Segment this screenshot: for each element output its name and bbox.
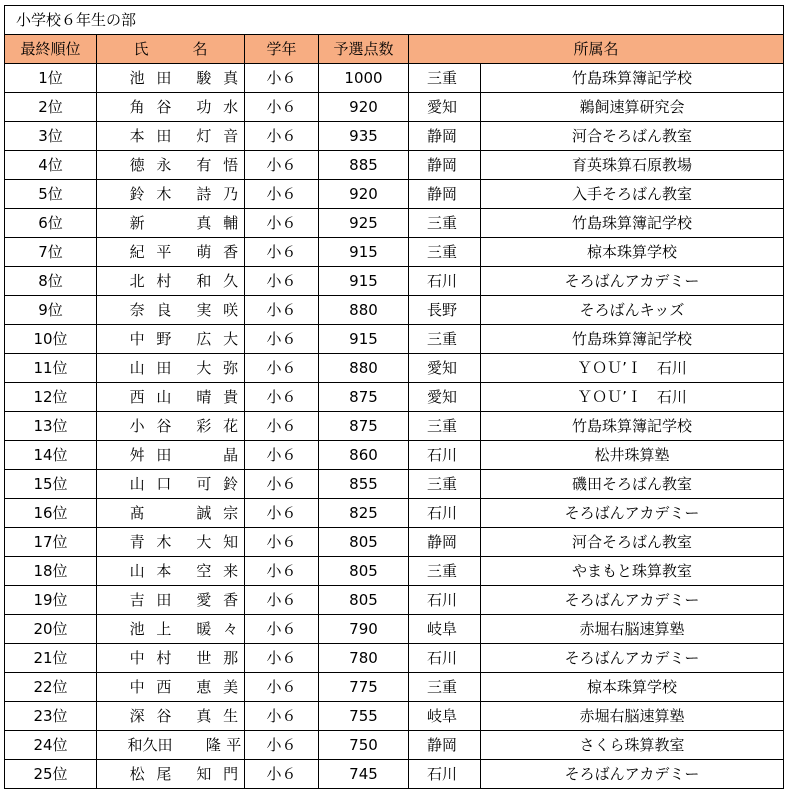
name-char: 世 (196, 649, 212, 667)
name-cell (97, 238, 245, 267)
rank-cell: 9位 (5, 296, 97, 325)
header-grade: 学年 (245, 35, 319, 64)
name-char: 々 (223, 620, 239, 638)
table-row (5, 296, 784, 325)
score-cell: 875 (319, 383, 409, 412)
score-cell: 780 (319, 644, 409, 673)
table-row (5, 412, 784, 441)
score-cell: 920 (319, 180, 409, 209)
table-row (5, 673, 784, 702)
name-char: 晶 (223, 446, 239, 464)
prefecture-cell: 岐阜 (409, 702, 481, 731)
rank-cell: 10位 (5, 325, 97, 354)
name-char: 山 (156, 388, 172, 406)
table-body (5, 64, 784, 789)
organization-cell: 育英珠算石原教場 (481, 151, 784, 180)
prefecture-cell: 三重 (409, 557, 481, 586)
score-cell: 855 (319, 470, 409, 499)
name-char: 平 (226, 736, 242, 754)
grade-cell: 小６ (245, 412, 319, 441)
name-char: 知 (196, 765, 212, 783)
name-char: 小 (129, 417, 145, 435)
organization-cell: 松井珠算塾 (481, 441, 784, 470)
prefecture-cell: 静岡 (409, 151, 481, 180)
name-char: 本 (129, 127, 145, 145)
rank-cell: 20位 (5, 615, 97, 644)
organization-cell: そろばんアカデミー (481, 586, 784, 615)
prefecture-cell: 長野 (409, 296, 481, 325)
table-row (5, 64, 784, 93)
name-char: 中 (129, 678, 145, 696)
grade-cell: 小６ (245, 122, 319, 151)
prefecture-cell: 三重 (409, 470, 481, 499)
rank-cell: 2位 (5, 93, 97, 122)
organization-cell: 河合そろばん教室 (481, 122, 784, 151)
name-cell (97, 644, 245, 673)
name-char: 田 (156, 359, 172, 377)
table-row (5, 267, 784, 296)
rank-cell: 3位 (5, 122, 97, 151)
name-char: 本 (156, 562, 172, 580)
name-char: 谷 (156, 417, 172, 435)
organization-cell: 椋本珠算学校 (481, 673, 784, 702)
table-row (5, 702, 784, 731)
table-row (5, 180, 784, 209)
organization-cell: 椋本珠算学校 (481, 238, 784, 267)
grade-cell: 小６ (245, 64, 319, 93)
name-char: 香 (223, 591, 239, 609)
grade-cell: 小６ (245, 528, 319, 557)
grade-cell: 小６ (245, 557, 319, 586)
grade-cell: 小６ (245, 267, 319, 296)
name-char: 谷 (156, 707, 172, 725)
name-char: 青 (129, 533, 145, 551)
table-row (5, 441, 784, 470)
name-char: 野 (156, 330, 172, 348)
name-char: 生 (223, 707, 239, 725)
score-cell: 925 (319, 209, 409, 238)
name-char: 萌 (196, 243, 212, 261)
header-name-given: 名 (192, 40, 208, 58)
name-char: 和 (196, 272, 212, 290)
grade-cell: 小６ (245, 238, 319, 267)
name-char: 有 (196, 156, 212, 174)
grade-cell: 小６ (245, 325, 319, 354)
table-row (5, 122, 784, 151)
name-char: 北 (129, 272, 145, 290)
organization-cell: そろばんアカデミー (481, 499, 784, 528)
table-row (5, 383, 784, 412)
score-cell: 915 (319, 325, 409, 354)
prefecture-cell: 三重 (409, 209, 481, 238)
name-char: 上 (156, 620, 172, 638)
name-cell (97, 528, 245, 557)
name-cell (97, 731, 245, 760)
name-char: 角 (129, 98, 145, 116)
prefecture-cell: 三重 (409, 238, 481, 267)
grade-cell: 小６ (245, 441, 319, 470)
table-row (5, 238, 784, 267)
name-char: 山 (129, 475, 145, 493)
name-char: 水 (223, 98, 239, 116)
name-cell (97, 296, 245, 325)
rank-cell: 13位 (5, 412, 97, 441)
name-char: 木 (156, 185, 172, 203)
score-cell: 825 (319, 499, 409, 528)
table-row (5, 586, 784, 615)
name-char: 音 (223, 127, 239, 145)
score-cell: 885 (319, 151, 409, 180)
grade-cell: 小６ (245, 354, 319, 383)
organization-cell: ＹＯＵ’Ｉ 石川 (481, 354, 784, 383)
name-char: 知 (223, 533, 239, 551)
organization-cell: やまもと珠算教室 (481, 557, 784, 586)
name-char: 大 (196, 359, 212, 377)
prefecture-cell: 岐阜 (409, 615, 481, 644)
name-cell (97, 267, 245, 296)
grade-cell: 小６ (245, 644, 319, 673)
name-cell (97, 325, 245, 354)
name-char: 真 (196, 707, 212, 725)
name-cell (97, 499, 245, 528)
name-char: 暖 (196, 620, 212, 638)
name-char: 悟 (223, 156, 239, 174)
prefecture-cell: 愛知 (409, 383, 481, 412)
header-score: 予選点数 (319, 35, 409, 64)
rank-cell: 5位 (5, 180, 97, 209)
organization-cell: 竹島珠算簿記学校 (481, 209, 784, 238)
name-cell (97, 760, 245, 789)
table-row (5, 354, 784, 383)
name-char: 美 (223, 678, 239, 696)
score-cell: 915 (319, 267, 409, 296)
name-char: 来 (223, 562, 239, 580)
name-char: 可 (196, 475, 212, 493)
organization-cell: 河合そろばん教室 (481, 528, 784, 557)
name-char: 谷 (156, 98, 172, 116)
name-char: 久 (223, 272, 239, 290)
name-char: 髙 (129, 504, 145, 522)
score-cell: 775 (319, 673, 409, 702)
table-row (5, 499, 784, 528)
name-char: 永 (156, 156, 172, 174)
name-char: 恵 (196, 678, 212, 696)
grade-cell: 小６ (245, 586, 319, 615)
grade-cell: 小６ (245, 760, 319, 789)
organization-cell: 竹島珠算簿記学校 (481, 325, 784, 354)
name-cell (97, 180, 245, 209)
header-rank: 最終順位 (5, 35, 97, 64)
score-cell: 805 (319, 528, 409, 557)
score-cell: 1000 (319, 64, 409, 93)
name-char: 香 (223, 243, 239, 261)
organization-cell: 竹島珠算簿記学校 (481, 412, 784, 441)
score-cell: 805 (319, 586, 409, 615)
name-cell (97, 64, 245, 93)
name-char: 山 (129, 562, 145, 580)
rank-cell: 15位 (5, 470, 97, 499)
prefecture-cell: 三重 (409, 412, 481, 441)
grade-cell: 小６ (245, 673, 319, 702)
name-char: 中 (129, 330, 145, 348)
organization-cell: 入手そろばん教室 (481, 180, 784, 209)
name-char: 門 (223, 765, 239, 783)
name-char: 隆 (205, 736, 221, 754)
score-cell: 790 (319, 615, 409, 644)
name-char: 山 (129, 359, 145, 377)
name-cell (97, 93, 245, 122)
name-char: 真 (196, 214, 212, 232)
rank-cell: 22位 (5, 673, 97, 702)
name-cell (97, 441, 245, 470)
prefecture-cell: 石川 (409, 441, 481, 470)
grade-cell: 小６ (245, 296, 319, 325)
name-char: 功 (196, 98, 212, 116)
rank-cell: 16位 (5, 499, 97, 528)
prefecture-cell: 石川 (409, 499, 481, 528)
organization-cell: 鵜飼速算研究会 (481, 93, 784, 122)
table-row (5, 731, 784, 760)
grade-cell: 小６ (245, 702, 319, 731)
score-cell: 880 (319, 354, 409, 383)
name-char: 奈 (129, 301, 145, 319)
header-row (5, 35, 784, 64)
name-char: 田 (156, 127, 172, 145)
rank-cell: 18位 (5, 557, 97, 586)
header-name (97, 35, 245, 64)
name-cell (97, 615, 245, 644)
prefecture-cell: 三重 (409, 325, 481, 354)
rank-cell: 12位 (5, 383, 97, 412)
prefecture-cell: 静岡 (409, 180, 481, 209)
table-row (5, 470, 784, 499)
name-char: 平 (156, 243, 172, 261)
name-char: 咲 (223, 301, 239, 319)
name-cell (97, 702, 245, 731)
name-char: 真 (223, 69, 239, 87)
table-row (5, 151, 784, 180)
score-cell: 915 (319, 238, 409, 267)
score-cell: 920 (319, 93, 409, 122)
name-char: 徳 (129, 156, 145, 174)
prefecture-cell: 静岡 (409, 731, 481, 760)
name-char: 尾 (156, 765, 172, 783)
name-char: 愛 (196, 591, 212, 609)
name-char: 灯 (196, 127, 212, 145)
name-char: 那 (223, 649, 239, 667)
name-char: 鈴 (223, 475, 239, 493)
name-char: 鈴 (129, 185, 145, 203)
table-row (5, 644, 784, 673)
name-char: 池 (129, 620, 145, 638)
name-char: 紀 (129, 243, 145, 261)
rank-cell: 17位 (5, 528, 97, 557)
name-char: 深 (129, 707, 145, 725)
grade-cell: 小６ (245, 93, 319, 122)
rank-cell: 21位 (5, 644, 97, 673)
table-row (5, 557, 784, 586)
table-row (5, 209, 784, 238)
name-char: 池 (129, 69, 145, 87)
name-char: 乃 (223, 185, 239, 203)
name-cell (97, 586, 245, 615)
table-title: 小学校６年生の部 (5, 6, 784, 35)
grade-cell: 小６ (245, 615, 319, 644)
table-row (5, 760, 784, 789)
name-char: 実 (196, 301, 212, 319)
score-cell: 875 (319, 412, 409, 441)
name-char: 田 (156, 591, 172, 609)
name-cell (97, 412, 245, 441)
name-char: 舛 (129, 446, 145, 464)
grade-cell: 小６ (245, 209, 319, 238)
grade-cell: 小６ (245, 151, 319, 180)
score-cell: 935 (319, 122, 409, 151)
prefecture-cell: 静岡 (409, 528, 481, 557)
name-cell (97, 470, 245, 499)
name-char: 松 (129, 765, 145, 783)
name-char: 宗 (223, 504, 239, 522)
table-row (5, 325, 784, 354)
header-name-surname: 氏 (133, 40, 149, 58)
name-char: 空 (196, 562, 212, 580)
organization-cell: 赤堀右脳速算塾 (481, 702, 784, 731)
name-char: 貴 (223, 388, 239, 406)
name-cell (97, 383, 245, 412)
name-char: 田 (156, 69, 172, 87)
rank-cell: 1位 (5, 64, 97, 93)
name-char: 西 (129, 388, 145, 406)
prefecture-cell: 三重 (409, 64, 481, 93)
rank-cell: 23位 (5, 702, 97, 731)
rank-cell: 25位 (5, 760, 97, 789)
name-cell (97, 122, 245, 151)
name-char: 村 (156, 649, 172, 667)
rank-cell: 19位 (5, 586, 97, 615)
organization-cell: 竹島珠算簿記学校 (481, 64, 784, 93)
name-char: 口 (156, 475, 172, 493)
organization-cell: そろばんアカデミー (481, 644, 784, 673)
organization-cell: さくら珠算教室 (481, 731, 784, 760)
grade-cell: 小６ (245, 731, 319, 760)
organization-cell: 磯田そろばん教室 (481, 470, 784, 499)
rank-cell: 7位 (5, 238, 97, 267)
prefecture-cell: 石川 (409, 644, 481, 673)
organization-cell: ＹＯＵ’Ｉ 石川 (481, 383, 784, 412)
score-cell: 880 (319, 296, 409, 325)
title-row (5, 6, 784, 35)
name-char: 西 (156, 678, 172, 696)
rank-cell: 8位 (5, 267, 97, 296)
name-char: 村 (156, 272, 172, 290)
rank-cell: 11位 (5, 354, 97, 383)
name-char: 大 (196, 533, 212, 551)
score-cell: 860 (319, 441, 409, 470)
prefecture-cell: 三重 (409, 673, 481, 702)
organization-cell: そろばんキッズ (481, 296, 784, 325)
name-cell (97, 354, 245, 383)
grade-cell: 小６ (245, 180, 319, 209)
grade-cell: 小６ (245, 383, 319, 412)
name-char: 吉 (129, 591, 145, 609)
table-row (5, 528, 784, 557)
score-cell: 755 (319, 702, 409, 731)
name-char: 弥 (223, 359, 239, 377)
name-cell (97, 673, 245, 702)
results-table (4, 5, 784, 789)
table-row (5, 615, 784, 644)
name-char: 新 (129, 214, 145, 232)
rank-cell: 6位 (5, 209, 97, 238)
name-char: 彩 (196, 417, 212, 435)
prefecture-cell: 静岡 (409, 122, 481, 151)
name-cell (97, 557, 245, 586)
header-org: 所属名 (409, 35, 784, 64)
name-cell (97, 209, 245, 238)
rank-cell: 24位 (5, 731, 97, 760)
name-char: 田 (156, 446, 172, 464)
grade-cell: 小６ (245, 470, 319, 499)
rank-cell: 4位 (5, 151, 97, 180)
organization-cell: そろばんアカデミー (481, 267, 784, 296)
name-char: 晴 (196, 388, 212, 406)
score-cell: 745 (319, 760, 409, 789)
name-char: 広 (196, 330, 212, 348)
name-char: 和久田 (127, 736, 173, 754)
organization-cell: 赤堀右脳速算塾 (481, 615, 784, 644)
table-row (5, 93, 784, 122)
prefecture-cell: 愛知 (409, 93, 481, 122)
prefecture-cell: 石川 (409, 586, 481, 615)
name-char: 木 (156, 533, 172, 551)
name-char: 輔 (223, 214, 239, 232)
score-cell: 805 (319, 557, 409, 586)
name-cell (97, 151, 245, 180)
prefecture-cell: 石川 (409, 267, 481, 296)
prefecture-cell: 石川 (409, 760, 481, 789)
prefecture-cell: 愛知 (409, 354, 481, 383)
grade-cell: 小６ (245, 499, 319, 528)
score-cell: 750 (319, 731, 409, 760)
name-char: 大 (223, 330, 239, 348)
name-char: 中 (129, 649, 145, 667)
name-char: 誠 (196, 504, 212, 522)
rank-cell: 14位 (5, 441, 97, 470)
name-char: 駿 (196, 69, 212, 87)
name-char: 花 (223, 417, 239, 435)
name-char: 良 (156, 301, 172, 319)
name-char: 詩 (196, 185, 212, 203)
organization-cell: そろばんアカデミー (481, 760, 784, 789)
